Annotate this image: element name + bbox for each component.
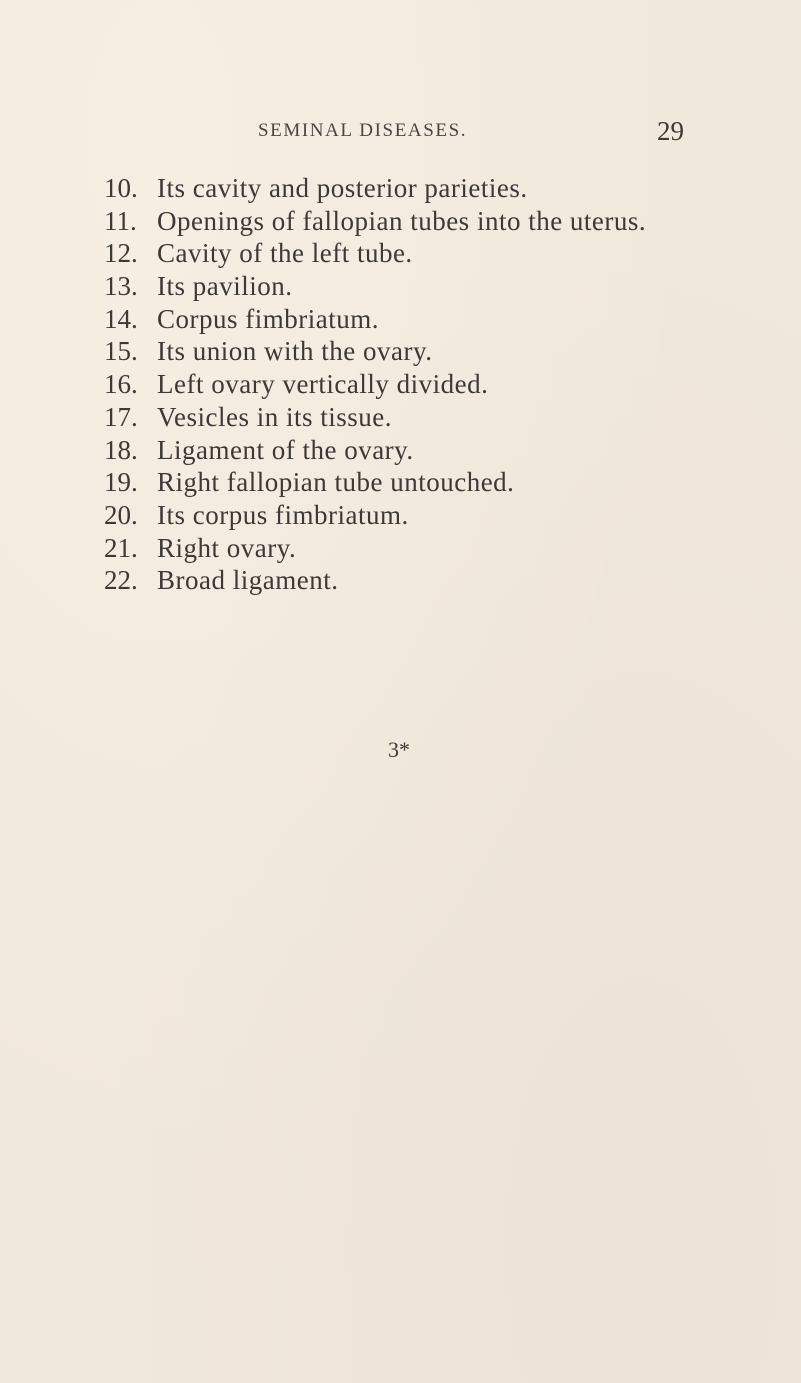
list-item [104, 564, 794, 597]
item-number: 22. [104, 565, 138, 596]
page-header [258, 116, 684, 152]
item-text: Right fallopian tube untouched. [157, 467, 515, 498]
item-number: 14. [104, 303, 138, 334]
list-item [104, 368, 794, 401]
list-item [104, 270, 794, 303]
item-text: Its pavilion. [157, 271, 293, 302]
list-item [104, 401, 794, 434]
running-title: SEMINAL DISEASES. [258, 120, 468, 141]
list-item [104, 434, 794, 467]
item-text: Openings of fallopian tubes into the uterus. [157, 205, 647, 236]
item-number: 17. [104, 401, 138, 432]
item-text: Its cavity and posterior parieties. [157, 173, 528, 203]
item-text: Its union with the ovary. [157, 336, 433, 367]
item-number: 19. [104, 467, 138, 498]
item-text: Cavity of the left tube. [157, 238, 413, 269]
item-number: 10. [104, 173, 138, 203]
item-number: 11. [104, 205, 137, 236]
signature-mark: 3* [388, 737, 410, 762]
item-text: Broad ligament. [157, 565, 339, 596]
list-item [104, 466, 794, 499]
plate-legend-list [104, 172, 794, 597]
item-number: 16. [104, 369, 138, 400]
list-item [104, 237, 794, 270]
list-item [104, 499, 794, 532]
item-text: Vesicles in its tissue. [157, 401, 392, 432]
item-number: 15. [104, 336, 138, 367]
item-text: Right ovary. [157, 532, 297, 563]
list-item [104, 303, 794, 336]
item-text: Corpus fimbriatum. [157, 303, 379, 334]
list-item [104, 172, 794, 205]
list-item [104, 205, 794, 238]
item-number: 12. [104, 238, 138, 269]
list-item [104, 532, 794, 565]
item-number: 18. [104, 434, 138, 465]
item-text: Its corpus fimbriatum. [157, 499, 409, 530]
item-number: 13. [104, 271, 138, 302]
item-number: 21. [104, 532, 138, 563]
item-text: Ligament of the ovary. [157, 434, 414, 465]
list-item [104, 335, 794, 368]
page-number: 29 [657, 116, 684, 146]
item-number: 20. [104, 499, 138, 530]
item-text: Left ovary vertically divided. [157, 369, 489, 400]
